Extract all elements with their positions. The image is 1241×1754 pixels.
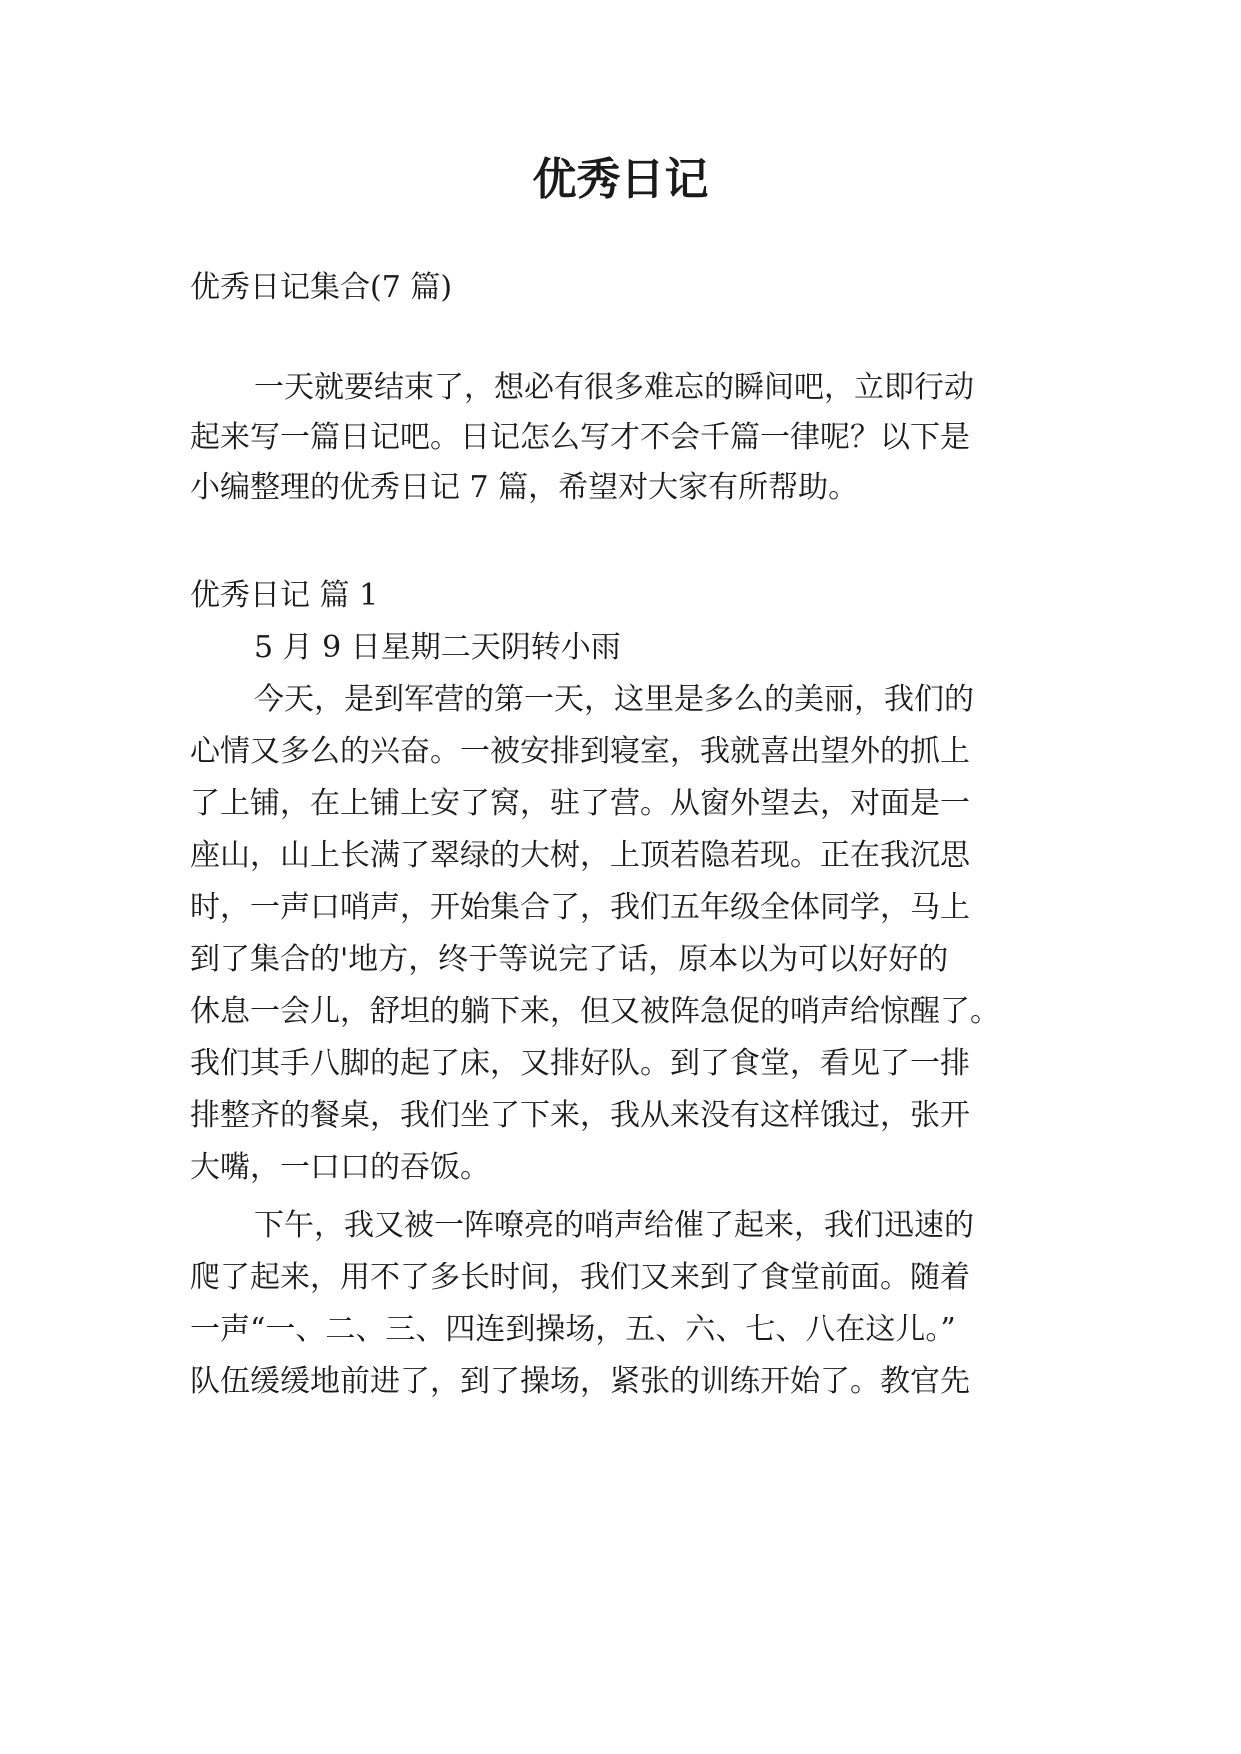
section-heading: 优秀日记 篇 1 (190, 578, 379, 613)
intro-line: 起来写一篇日记吧。日记怎么写才不会千篇一律呢？以下是 (190, 420, 970, 455)
document-title: 优秀日记 (532, 154, 709, 205)
paragraph-line: 排整齐的餐桌，我们坐了下来，我从来没有这样饿过，张开 (190, 1098, 970, 1133)
paragraph-line: 爬了起来，用不了多长时间，我们又来到了食堂前面。随着 (190, 1260, 970, 1295)
paragraph-line: 队伍缓缓地前进了，到了操场，紧张的训练开始了。教官先 (190, 1364, 970, 1399)
paragraph-line: 大嘴，一口口的吞饭。 (190, 1150, 490, 1185)
intro-line: 小编整理的优秀日记 7 篇，希望对大家有所帮助。 (190, 470, 859, 505)
paragraph-line: 座山，山上长满了翠绿的大树，上顶若隐若现。正在我沉思 (190, 838, 970, 873)
paragraph-line: 了上铺，在上铺上安了窝，驻了营。从窗外望去，对面是一 (190, 786, 970, 821)
paragraph-line: 时，一声口哨声，开始集合了，我们五年级全体同学，马上 (190, 890, 970, 925)
date-line: 5 月 9 日星期二天阴转小雨 (254, 630, 621, 665)
intro-line: 一天就要结束了，想必有很多难忘的瞬间吧，立即行动 (254, 370, 974, 405)
paragraph-line: 休息一会儿，舒坦的躺下来，但又被阵急促的哨声给惊醒了。 (190, 994, 1000, 1029)
paragraph-line: 一声“一、二、三、四连到操场，五、六、七、八在这儿。” (190, 1312, 956, 1347)
paragraph-line: 到了集合的'地方，终于等说完了话，原本以为可以好好的 (190, 942, 949, 977)
document-subtitle: 优秀日记集合(7 篇) (190, 270, 453, 305)
paragraph-line: 我们其手八脚的起了床，又排好队。到了食堂，看见了一排 (190, 1046, 970, 1081)
paragraph-line: 今天，是到军营的第一天，这里是多么的美丽，我们的 (254, 682, 974, 717)
paragraph-line: 下午，我又被一阵嘹亮的哨声给催了起来，我们迅速的 (254, 1208, 974, 1243)
paragraph-line: 心情又多么的兴奋。一被安排到寝室，我就喜出望外的抓上 (190, 734, 970, 769)
